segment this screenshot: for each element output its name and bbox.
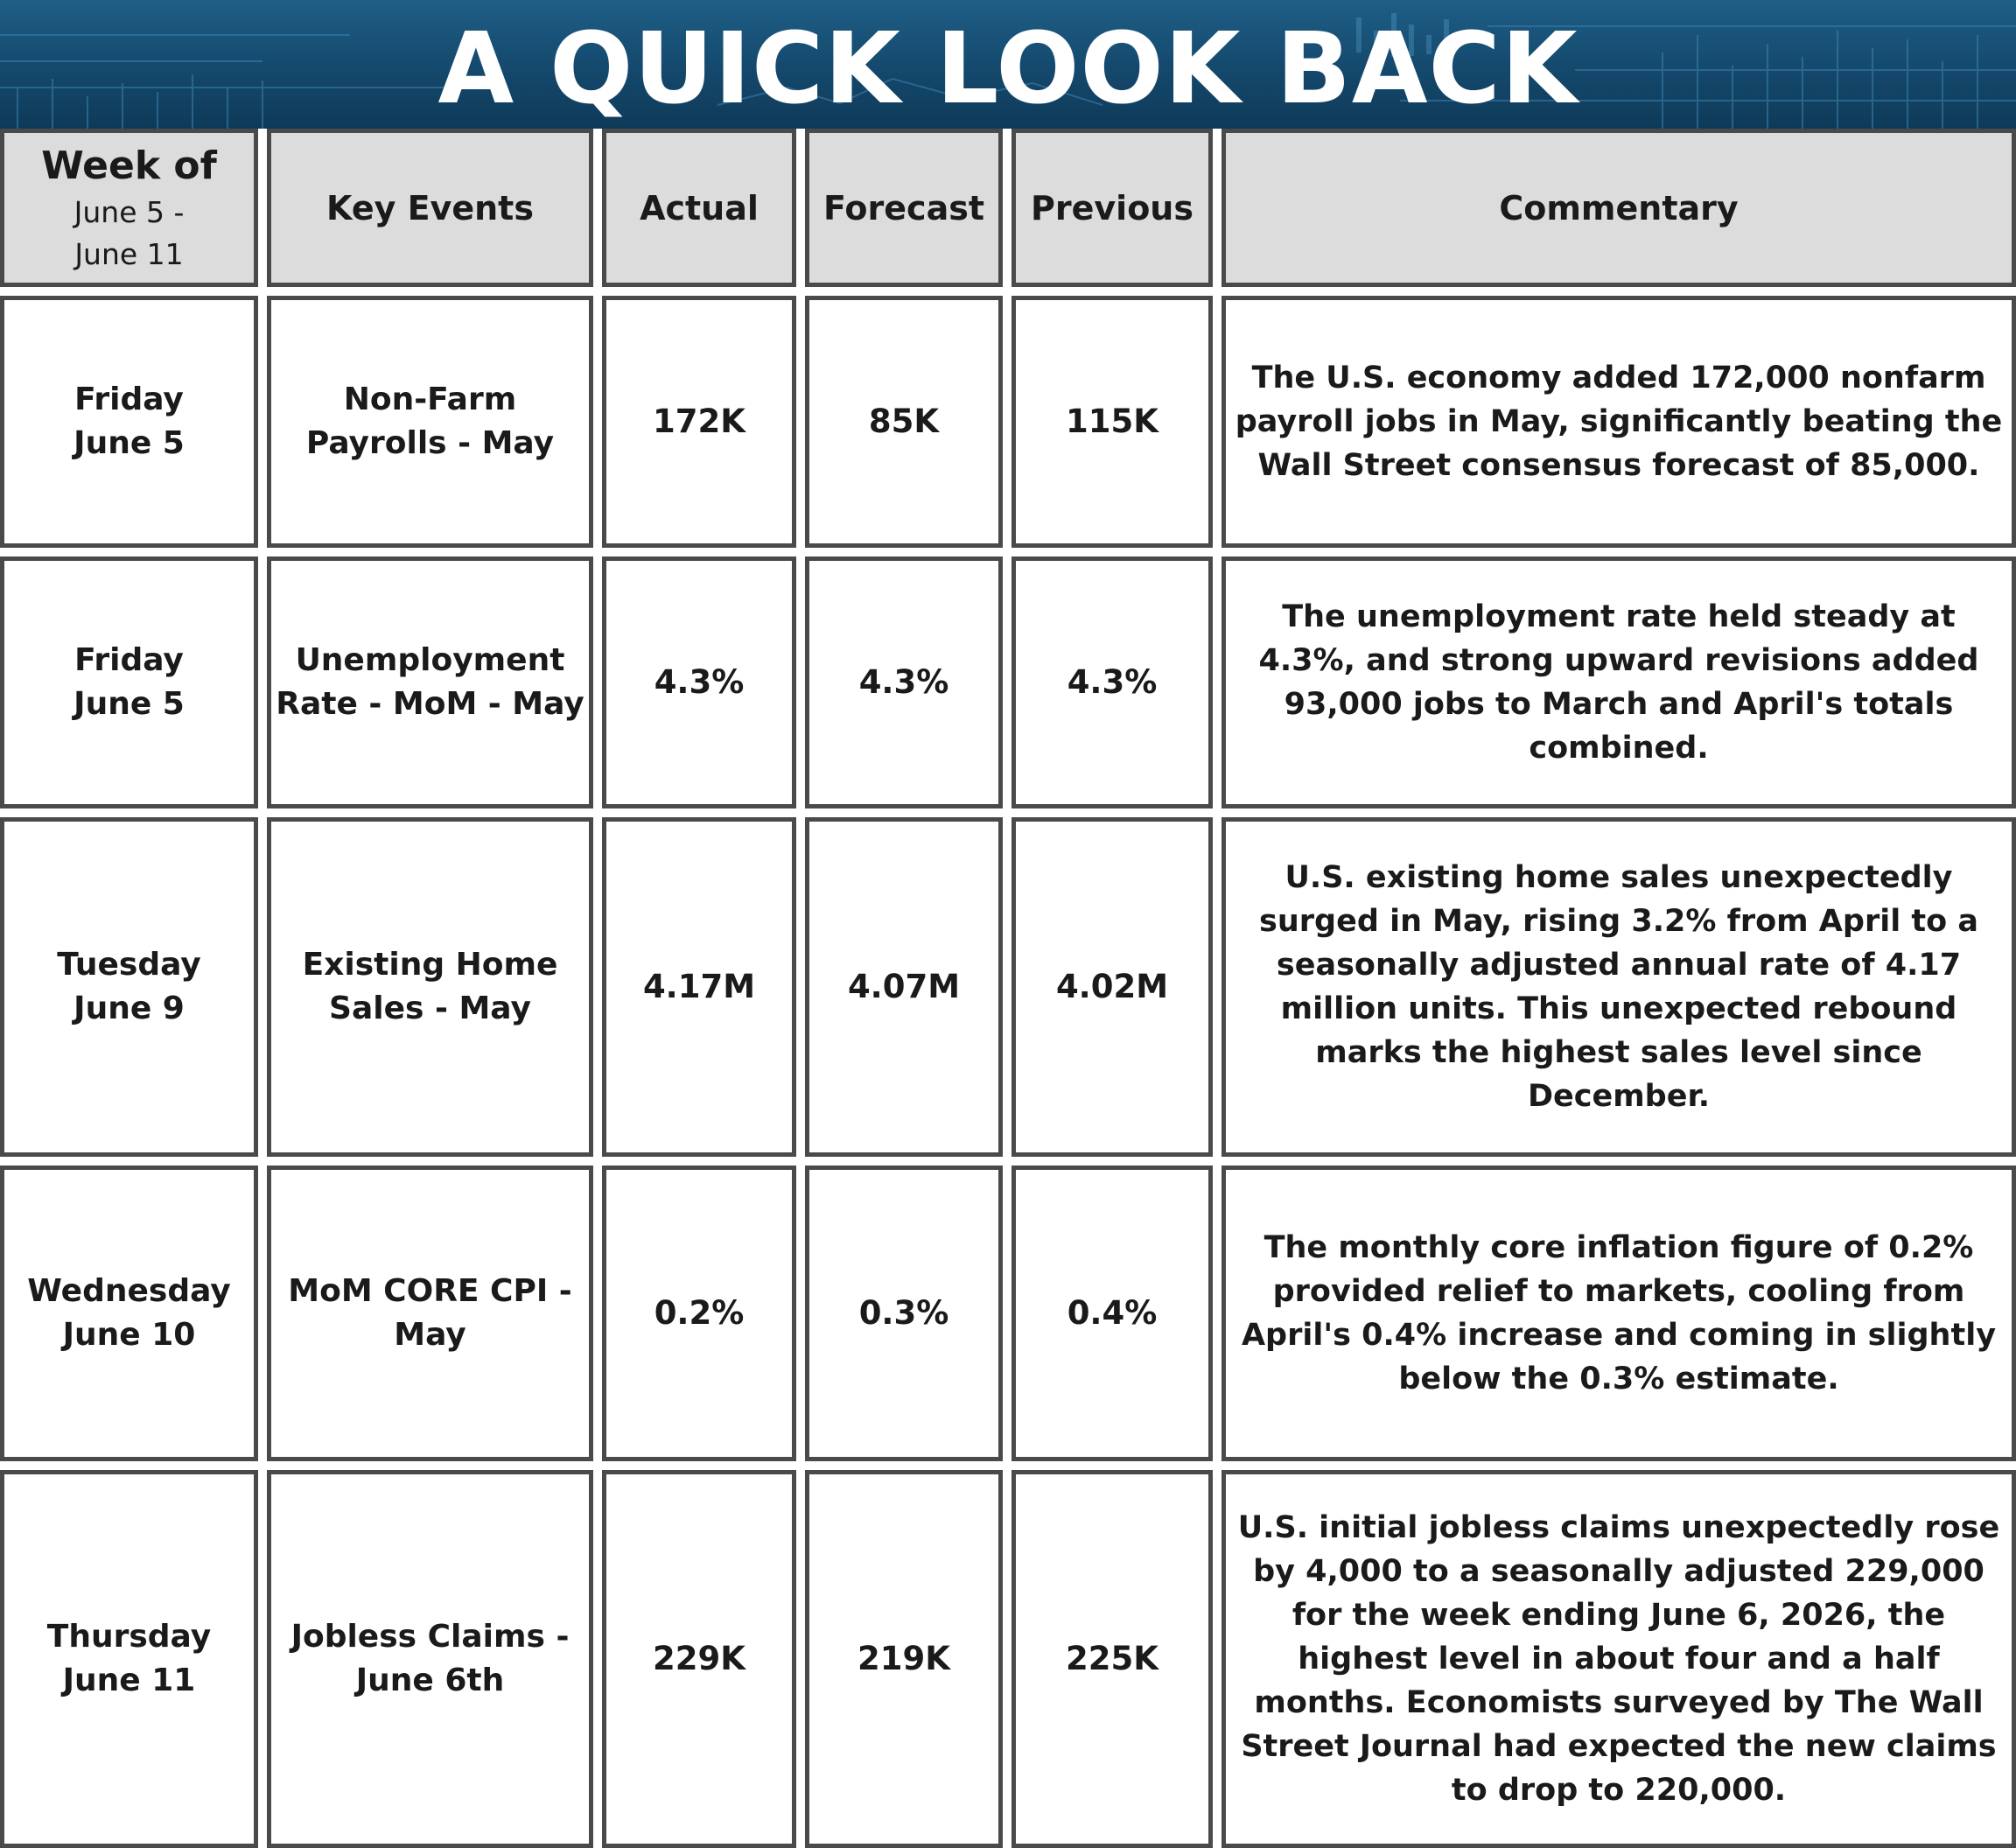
row-day: Tuesday	[57, 947, 201, 983]
row-event-line1: Unemployment	[295, 642, 565, 678]
row-actual: 4.17M	[602, 817, 796, 1157]
table-row-date	[0, 296, 258, 548]
header-forecast: Forecast	[805, 129, 1003, 287]
header-week-of	[0, 129, 258, 287]
economic-events-table	[0, 129, 2016, 1848]
table-row-event	[267, 817, 593, 1157]
row-actual: 4.3%	[602, 556, 796, 808]
row-day: Thursday	[46, 1619, 212, 1655]
header-commentary: Commentary	[1222, 129, 2016, 287]
row-date: June 9	[74, 990, 185, 1026]
row-event-line1: Non-Farm	[343, 382, 517, 417]
row-day: Friday	[74, 382, 184, 417]
row-gap	[0, 1157, 2016, 1166]
table-row-date	[0, 1166, 258, 1461]
header-key-events: Key Events	[267, 129, 593, 287]
row-commentary: The monthly core inflation figure of 0.2% provided relief to markets, cooling from April's 0.4% increase and coming in slightly below the 0.3% estimate.	[1222, 1166, 2016, 1461]
row-actual: 229K	[602, 1470, 796, 1848]
row-previous: 4.3%	[1012, 556, 1213, 808]
row-date: June 5	[74, 686, 185, 722]
row-event-line2: May	[394, 1317, 466, 1353]
row-date: June 11	[62, 1662, 196, 1698]
row-commentary: The unemployment rate held steady at 4.3%, and strong upward revisions added 93,000 jobs to March and April's totals combined.	[1222, 556, 2016, 808]
row-date: June 10	[62, 1317, 196, 1353]
row-actual: 172K	[602, 296, 796, 548]
row-actual: 0.2%	[602, 1166, 796, 1461]
row-commentary: U.S. initial jobless claims unexpectedly rose by 4,000 to a seasonally adjusted 229,000 for the week ending June 6, 2026, the highest level in about four and a half months. Economists surveyed by The Wall Street Journal had expected the new claims to drop to 220,000.	[1222, 1470, 2016, 1848]
row-event-line1: Jobless Claims -	[290, 1619, 570, 1655]
row-forecast: 4.3%	[805, 556, 1003, 808]
table-row-date	[0, 1470, 258, 1848]
row-forecast: 219K	[805, 1470, 1003, 1848]
header-week-range-line1: June 5 -	[74, 194, 185, 229]
row-event-line1: Existing Home	[302, 947, 558, 983]
row-day: Friday	[74, 642, 184, 678]
row-forecast: 4.07M	[805, 817, 1003, 1157]
row-forecast: 85K	[805, 296, 1003, 548]
row-previous: 4.02M	[1012, 817, 1213, 1157]
table-row-event	[267, 1166, 593, 1461]
row-date: June 5	[74, 425, 185, 461]
title-banner	[0, 0, 2016, 129]
row-event-line2: June 6th	[355, 1662, 505, 1698]
header-week-range-line2: June 11	[74, 236, 184, 271]
page-title: A QUICK LOOK BACK	[438, 12, 1578, 126]
row-day: Wednesday	[27, 1273, 231, 1309]
row-forecast: 0.3%	[805, 1166, 1003, 1461]
row-previous: 225K	[1012, 1470, 1213, 1848]
row-previous: 115K	[1012, 296, 1213, 548]
row-commentary: U.S. existing home sales unexpectedly surged in May, rising 3.2% from April to a seasonally adjusted annual rate of 4.17 million units. This unexpected rebound marks the highest sales level since December.	[1222, 817, 2016, 1157]
table-row-date	[0, 817, 258, 1157]
header-previous: Previous	[1012, 129, 1213, 287]
row-previous: 0.4%	[1012, 1166, 1213, 1461]
row-event-line1: MoM CORE CPI -	[288, 1273, 572, 1309]
row-event-line2: Sales - May	[329, 990, 531, 1026]
row-gap	[0, 548, 2016, 556]
table-row-event	[267, 296, 593, 548]
row-event-line2: Payrolls - May	[305, 425, 555, 461]
row-gap	[0, 287, 2016, 296]
header-actual: Actual	[602, 129, 796, 287]
row-commentary: The U.S. economy added 172,000 nonfarm payroll jobs in May, significantly beating the Wall Street consensus forecast of 85,000.	[1222, 296, 2016, 548]
row-gap	[0, 808, 2016, 817]
table-row-event	[267, 556, 593, 808]
table-row-event	[267, 1470, 593, 1848]
row-event-line2: Rate - MoM - May	[276, 686, 584, 722]
header-week-label: Week of	[41, 143, 217, 188]
row-gap	[0, 1461, 2016, 1470]
table-row-date	[0, 556, 258, 808]
